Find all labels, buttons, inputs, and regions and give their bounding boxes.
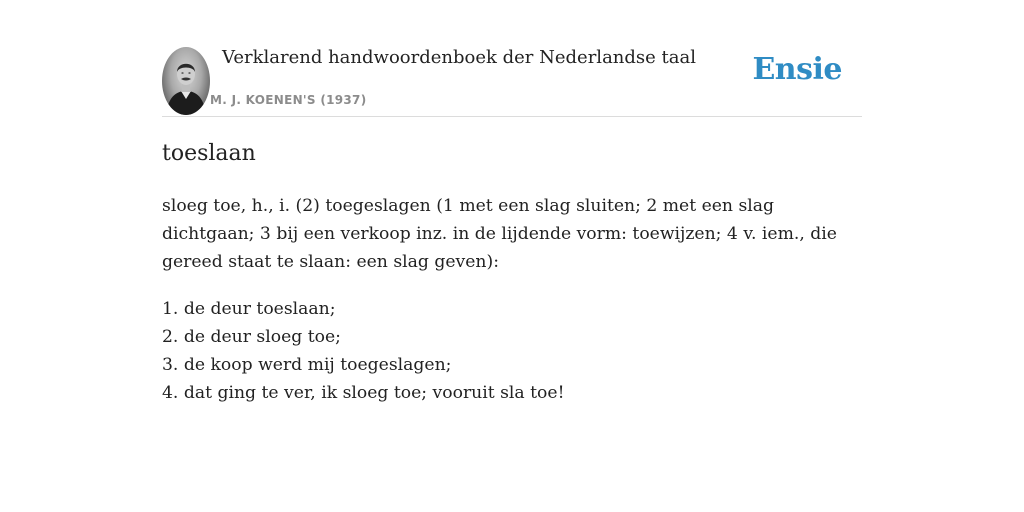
- dictionary-page: [162, 0, 862, 512]
- entry-definition: sloeg toe, h., i. (2) toegeslagen (1 met een slag sluiten; 2 met een slag dichtgaan; 3 bij een verkoop inz. in de lijdende vorm: toewijzen; 4 v. iem., die gereed staat te slaan: een slag geven):: [162, 196, 837, 272]
- dictionary-author: M. J. KOENEN'S (1937): [210, 93, 367, 107]
- header: [162, 0, 862, 117]
- ensie-logo[interactable]: Ensie: [752, 52, 842, 87]
- author-portrait: [162, 47, 210, 115]
- example-item: 3. de koop werd mij toegeslagen;: [162, 355, 452, 375]
- entry-headword: toeslaan: [162, 141, 256, 166]
- example-item: 4. dat ging te ver, ik sloeg toe; vooruit sla toe!: [162, 383, 565, 403]
- example-item: 1. de deur toeslaan;: [162, 299, 336, 319]
- author-portrait-image: [162, 47, 210, 115]
- dictionary-title[interactable]: Verklarend handwoordenboek der Nederlandse taal: [222, 47, 696, 68]
- examples-list: [162, 295, 862, 407]
- example-item: 2. de deur sloeg toe;: [162, 327, 341, 347]
